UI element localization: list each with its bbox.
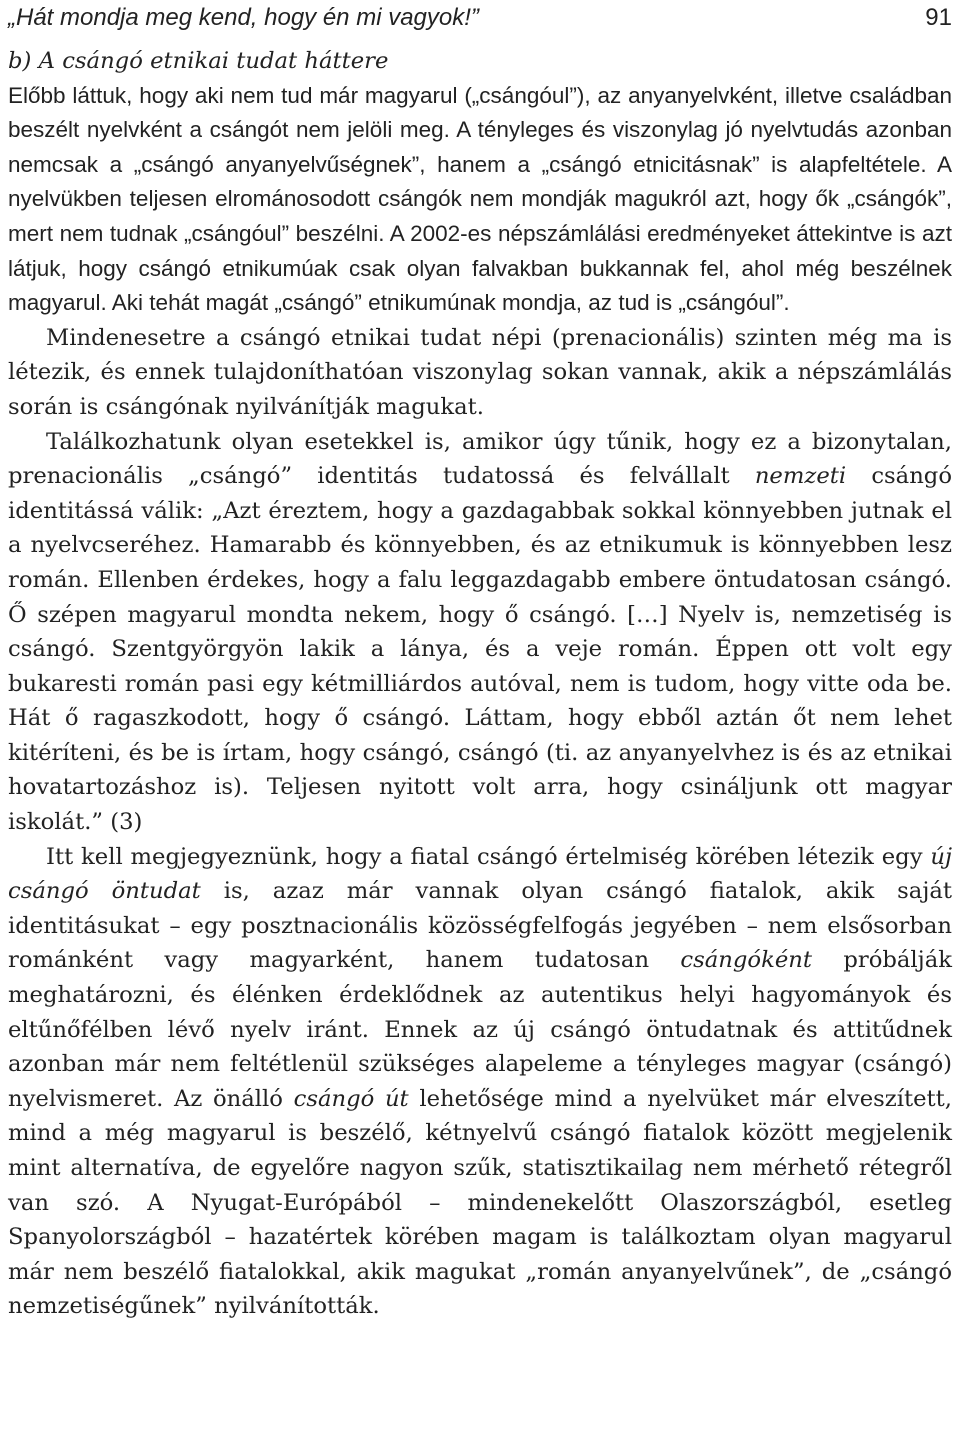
paragraph-4-text-d: lehetősége mind a nyelvüket már elveszített, mind a még magyarul is beszélő, kétnyelvű csángó fiatalok között megjelenik mint alternatíva, de egyelőre nagyon szűk, statisztikailag nem mérhető rétegről van szó. A Nyugat-Európából – mindenekelőtt Olaszországból, esetleg Spanyolországból – hazatértek körében magam is találkoztam olyan magyarul már nem beszélő fiatalokkal, akik magukat „román anyanyelvűnek”, de „csángó nemzetiségűnek” nyilvánították. [8, 1085, 952, 1320]
paragraph-4-text-c: próbálják meghatározni, és élénken érdeklődnek az autentikus helyi hagyományok és eltűnőfélben lévő nyelv iránt. Ennek az új csángó öntudatnak és attitűdnek azonban már nem feltétlenül szükséges alapeleme a tényleges magyar (csángó) nyelvismeret. Az önálló [8, 947, 952, 1112]
paragraph-2 [8, 321, 952, 425]
paragraph-3-text-a: Találkozhatunk olyan esetekkel is, amikor úgy tűnik, hogy ez a bizonytalan, prenacionális „csángó” identitás tudatossá és felvállalt [8, 428, 952, 490]
paragraph-4-emphasis-3: csángó út [293, 1085, 409, 1112]
section-label: b) [8, 48, 32, 74]
paragraph-3-emphasis: nemzeti [754, 463, 847, 490]
paragraph-2-text: Mindenesetre a csángó etnikai tudat népi (prenacionális) szinten még ma is létezik, és ennek tulajdoníthatóan viszonylag sokan vannak, akik a népszámlálás során is csángónak nyilvánítják magukat. [8, 324, 952, 420]
paragraph-4-text-a: Itt kell megjegyeznünk, hogy a fiatal csángó értelmiség körében létezik egy [46, 843, 931, 870]
section-heading [8, 44, 952, 79]
running-header [8, 0, 952, 36]
page-number: 91 [925, 4, 952, 31]
main-text [8, 44, 952, 1324]
section-title: A csángó etnikai tudat háttere [38, 48, 389, 74]
paragraph-4-emphasis-1: új csángó öntudat [8, 843, 952, 905]
running-title: „Hát mondja meg kend, hogy én mi vagyok!” [8, 4, 479, 31]
paragraph-4-text-b: is, azaz már vannak olyan csángó fiatalok, akik saját identitásukat – egy posztnacionális közösségfelfogás jegyében – nem elsősorban románként vagy magyarként, hanem tudatosan [8, 878, 953, 974]
paragraph-4 [8, 840, 952, 1324]
paragraph-1-text: Előbb láttuk, hogy aki nem tud már magyarul („csángóul”), az anyanyelvként, illetve családban beszélt nyelvként a csángót nem jelöli meg. A tényleges és viszonylag jó nyelvtudás azonban nemcsak a „csángó anyanyelvűségnek”, hanem a „csángó etnicitásnak” is alapfeltétele. A nyelvükben teljesen elrománosodott csángók nem mondják magukról azt, hogy ők „csángók”, mert nem tudnak „csángóul” beszélni. A 2002-es népszámlálási eredményeket áttekintve is azt látjuk, hogy csángó etnikumúak csak olyan falvakban bukkannak fel, ahol még beszélnek magyarul. Aki tehát magát „csángó” etnikumúnak mondja, az tud is „csángóul”. [8, 82, 952, 316]
paragraph-3 [8, 425, 952, 840]
paragraph-1 [8, 79, 952, 321]
paragraph-4-emphasis-2: csángóként [680, 947, 812, 974]
paragraph-3-text-b: csángó identitássá válik: „Azt éreztem, hogy a gazdagabbak sokkal könnyebben jutnak el a nyelvcseréhez. Hamarabb és könnyebben, és az etnikumuk is könnyebben lesz román. Ellenben érdekes, hogy a falu leggazdagabb embere öntudatosan csángó. Ő szépen magyarul mondta nekem, hogy ő csángó. […] Nyelv is, nemzetiség is csángó. Szentgyörgyön lakik a lánya, és a veje román. Éppen ott volt egy bukaresti román pasi egy kétmilliárdos autóval, nem is tudom, hogy vitte oda be. Hát ő ragaszkodott, hogy ő csángó. Láttam, hogy ebből aztán őt nem lehet kitéríteni, és be is írtam, hogy csángó, csángó (ti. az anyanyelvhez is és az etnikai hovatartozáshoz is). Teljesen nyitott volt arra, hogy csináljunk ott magyar iskolát.” (3) [8, 463, 952, 836]
